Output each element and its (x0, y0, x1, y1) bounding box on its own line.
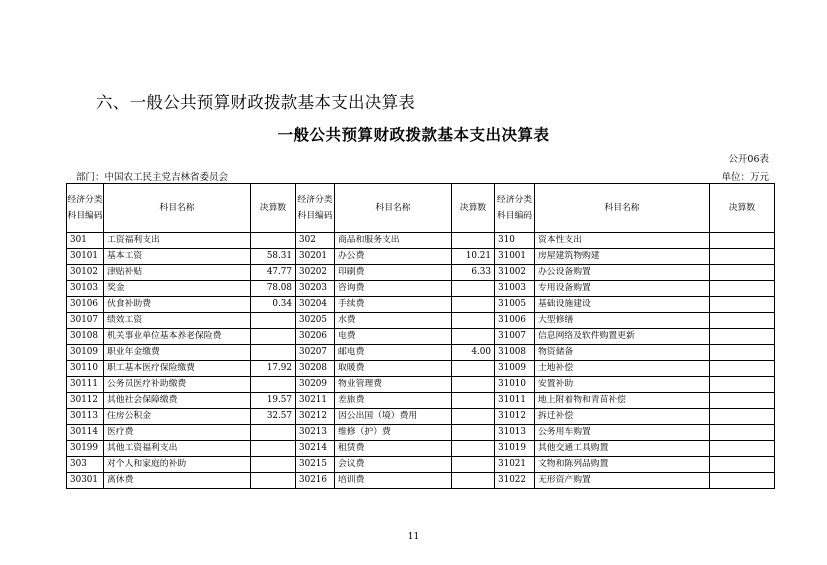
code-cell: 30106 (67, 297, 104, 313)
code-cell: 30112 (67, 393, 104, 409)
name-cell: 水费 (335, 313, 452, 329)
amount-cell (710, 265, 775, 281)
table-row (67, 345, 775, 361)
table-row (67, 313, 775, 329)
table-row (67, 329, 775, 345)
name-cell: 会议费 (335, 457, 452, 473)
form-number: 公开06表 (728, 154, 769, 165)
name-cell: 咨询费 (335, 281, 452, 297)
code-cell: 30209 (296, 377, 335, 393)
name-cell: 租赁费 (335, 441, 452, 457)
amount-cell (710, 345, 775, 361)
code-cell: 30214 (296, 441, 335, 457)
name-cell: 房屋建筑物购建 (535, 249, 710, 265)
code-cell: 30216 (296, 473, 335, 489)
name-cell: 安置补助 (535, 377, 710, 393)
code-cell: 30107 (67, 313, 104, 329)
name-cell: 差旅费 (335, 393, 452, 409)
amount-cell (251, 377, 296, 393)
code-cell: 30213 (296, 425, 335, 441)
code-cell: 30108 (67, 329, 104, 345)
table-row (67, 249, 775, 265)
code-cell: 30101 (67, 249, 104, 265)
header-amount: 决算数 (452, 184, 495, 233)
name-cell: 绩效工资 (104, 313, 251, 329)
name-cell: 大型修缮 (535, 313, 710, 329)
amount-cell (251, 457, 296, 473)
name-cell: 专用设备购置 (535, 281, 710, 297)
code-cell: 31021 (495, 457, 535, 473)
amount-cell (452, 425, 495, 441)
header-code: 经济分类科目编码 (495, 184, 535, 233)
amount-cell (452, 233, 495, 249)
table-header-row (67, 184, 775, 233)
amount-cell (452, 297, 495, 313)
code-cell: 30205 (296, 313, 335, 329)
code-cell: 30206 (296, 329, 335, 345)
name-cell: 拆迁补偿 (535, 409, 710, 425)
amount-cell (710, 377, 775, 393)
header-name: 科目名称 (104, 184, 251, 233)
code-cell: 30212 (296, 409, 335, 425)
amount-cell: 19.57 (251, 393, 296, 409)
name-cell: 电费 (335, 329, 452, 345)
amount-cell (452, 361, 495, 377)
name-cell: 手续费 (335, 297, 452, 313)
name-cell: 取暖费 (335, 361, 452, 377)
code-cell: 30103 (67, 281, 104, 297)
name-cell: 离休费 (104, 473, 251, 489)
amount-cell (452, 281, 495, 297)
name-cell: 伙食补助费 (104, 297, 251, 313)
name-cell: 职工基本医疗保险缴费 (104, 361, 251, 377)
name-cell: 地上附着物和青苗补偿 (535, 393, 710, 409)
amount-cell (710, 457, 775, 473)
amount-cell (710, 409, 775, 425)
header-name: 科目名称 (535, 184, 710, 233)
name-cell: 信息网络及软件购置更新 (535, 329, 710, 345)
code-cell: 31001 (495, 249, 535, 265)
table-row (67, 409, 775, 425)
code-cell: 30301 (67, 473, 104, 489)
code-cell: 31013 (495, 425, 535, 441)
amount-cell (710, 249, 775, 265)
amount-cell: 10.21 (452, 249, 495, 265)
code-cell: 31010 (495, 377, 535, 393)
name-cell: 基础设施建设 (535, 297, 710, 313)
amount-cell (452, 441, 495, 457)
code-cell: 30207 (296, 345, 335, 361)
amount-cell (251, 313, 296, 329)
name-cell: 职业年金缴费 (104, 345, 251, 361)
name-cell: 其他工资福利支出 (104, 441, 251, 457)
code-cell: 303 (67, 457, 104, 473)
name-cell: 印刷费 (335, 265, 452, 281)
name-cell: 其他社会保障缴费 (104, 393, 251, 409)
name-cell: 商品和服务支出 (335, 233, 452, 249)
table-row (67, 377, 775, 393)
code-cell: 30203 (296, 281, 335, 297)
code-cell: 30211 (296, 393, 335, 409)
unit-label: 单位：万元 (721, 172, 769, 183)
header-amount: 决算数 (251, 184, 296, 233)
name-cell: 邮电费 (335, 345, 452, 361)
code-cell: 31002 (495, 265, 535, 281)
amount-cell (452, 473, 495, 489)
name-cell: 因公出国（境）费用 (335, 409, 452, 425)
code-cell: 31007 (495, 329, 535, 345)
name-cell: 奖金 (104, 281, 251, 297)
code-cell: 310 (495, 233, 535, 249)
amount-cell (452, 457, 495, 473)
name-cell: 维修（护）费 (335, 425, 452, 441)
amount-cell (710, 425, 775, 441)
header-amount: 决算数 (710, 184, 775, 233)
name-cell: 办公费 (335, 249, 452, 265)
amount-cell (251, 473, 296, 489)
name-cell: 文物和陈列品购置 (535, 457, 710, 473)
department-label: 部门：中国农工民主党吉林省委员会 (76, 172, 229, 183)
amount-cell (710, 473, 775, 489)
code-cell: 30109 (67, 345, 104, 361)
table-row (67, 265, 775, 281)
code-cell: 30113 (67, 409, 104, 425)
code-cell: 31011 (495, 393, 535, 409)
amount-cell (452, 393, 495, 409)
table-row (67, 457, 775, 473)
table-row (67, 361, 775, 377)
amount-cell (710, 281, 775, 297)
name-cell: 办公设备购置 (535, 265, 710, 281)
code-cell: 31005 (495, 297, 535, 313)
name-cell: 土地补偿 (535, 361, 710, 377)
amount-cell (710, 329, 775, 345)
table-row (67, 281, 775, 297)
name-cell: 物资储备 (535, 345, 710, 361)
code-cell: 30110 (67, 361, 104, 377)
name-cell: 医疗费 (104, 425, 251, 441)
code-cell: 30201 (296, 249, 335, 265)
section-heading: 六、一般公共预算财政拨款基本支出决算表 (96, 93, 416, 112)
code-cell: 30114 (67, 425, 104, 441)
table-row (67, 441, 775, 457)
amount-cell (710, 441, 775, 457)
code-cell: 30204 (296, 297, 335, 313)
name-cell: 住房公积金 (104, 409, 251, 425)
amount-cell: 0.34 (251, 297, 296, 313)
code-cell: 30102 (67, 265, 104, 281)
code-cell: 302 (296, 233, 335, 249)
name-cell: 工资福利支出 (104, 233, 251, 249)
amount-cell (710, 233, 775, 249)
amount-cell (251, 345, 296, 361)
code-cell: 31003 (495, 281, 535, 297)
header-code: 经济分类科目编码 (296, 184, 335, 233)
code-cell: 31019 (495, 441, 535, 457)
header-name: 科目名称 (335, 184, 452, 233)
amount-cell (251, 441, 296, 457)
amount-cell (452, 329, 495, 345)
name-cell: 无形资产购置 (535, 473, 710, 489)
code-cell: 301 (67, 233, 104, 249)
name-cell: 公务用车购置 (535, 425, 710, 441)
amount-cell: 78.08 (251, 281, 296, 297)
amount-cell (251, 425, 296, 441)
name-cell: 机关事业单位基本养老保险费 (104, 329, 251, 345)
amount-cell (251, 233, 296, 249)
amount-cell (710, 313, 775, 329)
table-row (67, 233, 775, 249)
code-cell: 30215 (296, 457, 335, 473)
table-row (67, 393, 775, 409)
amount-cell (452, 313, 495, 329)
name-cell: 资本性支出 (535, 233, 710, 249)
name-cell: 津贴补贴 (104, 265, 251, 281)
name-cell: 对个人和家庭的补助 (104, 457, 251, 473)
name-cell: 基本工资 (104, 249, 251, 265)
expenditure-table (66, 183, 775, 489)
code-cell: 31006 (495, 313, 535, 329)
amount-cell (452, 409, 495, 425)
amount-cell: 4.00 (452, 345, 495, 361)
code-cell: 31022 (495, 473, 535, 489)
amount-cell: 17.92 (251, 361, 296, 377)
header-code: 经济分类科目编码 (67, 184, 104, 233)
code-cell: 31009 (495, 361, 535, 377)
table-title: 一般公共预算财政拨款基本支出决算表 (277, 125, 550, 144)
amount-cell (710, 297, 775, 313)
code-cell: 30111 (67, 377, 104, 393)
name-cell: 其他交通工具购置 (535, 441, 710, 457)
code-cell: 30208 (296, 361, 335, 377)
amount-cell (452, 377, 495, 393)
amount-cell (710, 393, 775, 409)
code-cell: 30202 (296, 265, 335, 281)
name-cell: 公务员医疗补助缴费 (104, 377, 251, 393)
amount-cell (710, 361, 775, 377)
amount-cell: 32.57 (251, 409, 296, 425)
table-row (67, 297, 775, 313)
table-body (67, 233, 775, 489)
code-cell: 31008 (495, 345, 535, 361)
name-cell: 培训费 (335, 473, 452, 489)
amount-cell: 58.31 (251, 249, 296, 265)
code-cell: 31012 (495, 409, 535, 425)
table-row (67, 473, 775, 489)
name-cell: 物业管理费 (335, 377, 452, 393)
page-number: 11 (407, 532, 420, 542)
amount-cell: 6.33 (452, 265, 495, 281)
amount-cell (251, 329, 296, 345)
amount-cell: 47.77 (251, 265, 296, 281)
table-row (67, 425, 775, 441)
code-cell: 30199 (67, 441, 104, 457)
